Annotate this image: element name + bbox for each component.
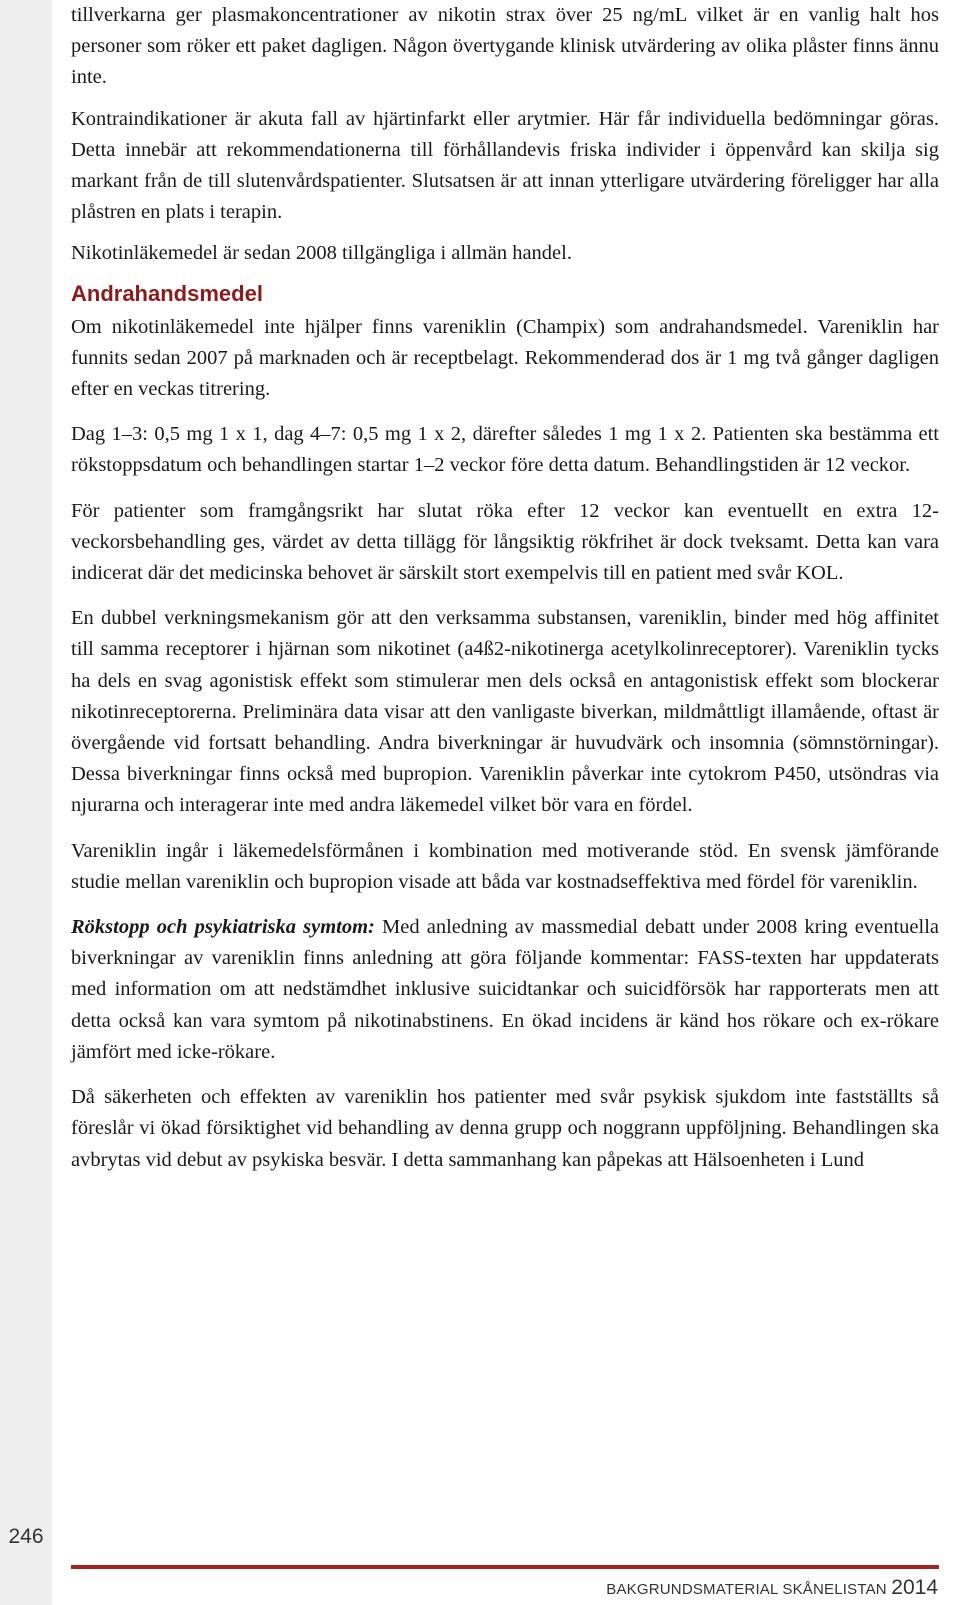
footer-label: BAKGRUNDSMATERIAL SKÅNELISTAN <box>606 1581 887 1598</box>
page-number: 246 <box>8 1525 44 1548</box>
paragraph: Kontraindikationer är akuta fall av hjärtinfarkt eller arytmier. Här får individuella bedömningar göras. Detta innebär att rekommendationerna till förhållandevis friska individer i öppenvård kan skilja sig markant från de till slutenvårdspatienter. Slutsatsen är att innan ytterligare utvärdering föreligger har alla plåstren en plats i terapin. <box>71 107 939 224</box>
footer <box>606 1576 938 1600</box>
section-heading: Andrahandsmedel <box>71 280 263 306</box>
footer-rule <box>71 1565 939 1569</box>
paragraph: Nikotinläkemedel är sedan 2008 tillgängliga i allmän handel. <box>71 242 572 265</box>
footer-year: 2014 <box>891 1576 938 1599</box>
paragraph: För patienter som framgångsrikt har slutat röka efter 12 veckor kan eventuellt en extra 12-veckorsbehandling ges, värdet av detta tillägg för långsiktig rökfrihet är dock tveksamt. Detta kan vara indicerat där det medicinska behovet är särskilt stort exempelvis till en patient med svår KOL. <box>71 499 939 585</box>
paragraph: tillverkarna ger plasmakoncentrationer av nikotin strax över 25 ng/mL vilket är en vanlig halt hos personer som röker ett paket dagligen. Någon övertygande klinisk utvärdering av olika plåster finns ännu inte. <box>71 4 939 89</box>
page-number-strip <box>0 0 52 1605</box>
paragraph: Dag 1–3: 0,5 mg 1 x 1, dag 4–7: 0,5 mg 1 x 2, därefter således 1 mg 1 x 2. Patienten ska bestämma ett rökstoppsdatum och behandlingen startar 1–2 veckor före detta datum. Behandlingstiden är 12 veckor. <box>71 423 939 477</box>
paragraph-text: Med anledning av massmedial debatt under 2008 kring eventuella biverkningar av vareniklin finns anledning att göra följande kommentar: FASS-texten har uppdaterats med information om att nedstämdhet inklusive suicidtankar och suicidförsök har rapporterats men att detta också kan vara symtom på nikotinabstinens. En ökad incidens är känd hos rökare och ex-rökare jämfört med icke-rökare. <box>71 916 939 1063</box>
paragraph-lead-in: Rökstopp och psykiatriska symtom: <box>71 916 375 939</box>
paragraph: Om nikotinläkemedel inte hjälper finns vareniklin (Champix) som andrahandsmedel. Vareniklin har funnits sedan 2007 på marknaden och är receptbelagt. Rekommenderad dos är 1 mg två gånger dagligen efter en veckas titrering. <box>71 315 939 401</box>
paragraph: Vareniklin ingår i läkemedelsförmånen i kombination med motiverande stöd. En svensk jämförande studie mellan vareniklin och bupropion visade att båda var kostnadseffektiva med fördel för vareniklin. <box>71 839 939 893</box>
paragraph <box>71 912 939 1068</box>
document-body <box>71 0 939 1190</box>
paragraph: En dubbel verkningsmekanism gör att den verksamma substansen, vareniklin, binder med hög affinitet till samma receptorer i hjärnan som nikotinet (a4ß2-nikotinerga acetylkolinreceptorer). Vareniklin tycks ha dels en svag agonistisk effekt som stimulerar men dels också en antagonistisk effekt som blockerar nikotinreceptorerna. Preliminära data visar att den vanligaste biverkan, mildmåttligt illamående, oftast är övergående vid fortsatt behandling. Andra biverkningar är huvudvärk och insomnia (sömnstörningar). Dessa biverkningar finns också med bupropion. Vareniklin påverkar inte cytokrom P450, utsöndras via njurarna och interagerar inte med andra läkemedel vilket bör vara en fördel. <box>71 607 939 817</box>
paragraph: Då säkerheten och effekten av vareniklin hos patienter med svår psykisk sjukdom inte fastställts så föreslår vi ökad försiktighet vid behandling av denna grupp och noggrann uppföljning. Behandlingen ska avbrytas vid debut av psykiska besvär. I detta sammanhang kan påpekas att Hälsoenheten i Lund <box>71 1086 939 1171</box>
